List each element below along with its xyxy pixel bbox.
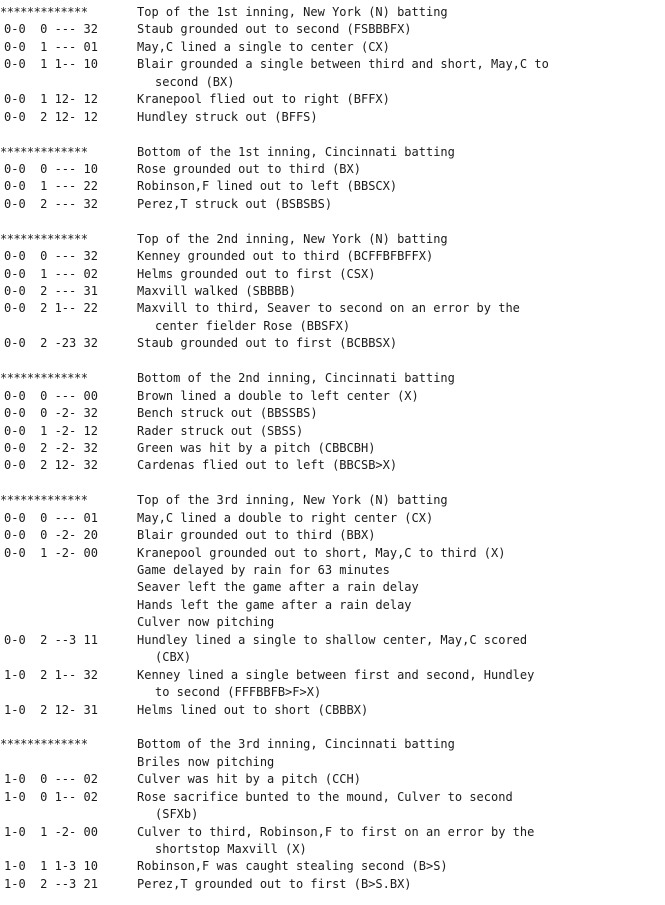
play-description: Helms lined out to short (CBBBX) [137, 702, 369, 717]
play-description: Staub grounded out to second (FSBBBFX) [137, 22, 412, 37]
play-line [0, 702, 665, 719]
game-state: 0-0 0 --- 10 [4, 161, 98, 176]
play-description: to second (FFFBBFB>F>X) [155, 685, 322, 700]
play-description: shortstop Maxvill (X) [155, 842, 307, 856]
play-description: Hands left the game after a rain delay [137, 597, 412, 612]
play-description: Hundley struck out (BFFS) [137, 109, 318, 124]
play-description: Culver now pitching [137, 615, 275, 630]
play-line [0, 300, 665, 317]
play-line [0, 457, 665, 474]
play-description: Maxvill to third, Seaver to second on an error by the [137, 301, 520, 316]
play-description: Green was hit by a pitch (CBBCBH) [137, 440, 376, 455]
play-description: Helms grounded out to first (CSX) [137, 266, 376, 281]
inning-spacer [0, 719, 665, 736]
play-continuation-line [0, 841, 665, 858]
play-description: Rader struck out (SBSS) [137, 423, 304, 438]
game-state: 0-0 2 --- 32 [4, 196, 98, 211]
play-description: Blair grounded out to third (BBX) [137, 528, 376, 543]
inning-header [0, 492, 665, 509]
inning-header [0, 736, 665, 753]
inning-header-text: Bottom of the 3rd inning, Cincinnati batting [137, 737, 455, 752]
play-description: Perez,T grounded out to first (B>S.BX) [137, 876, 412, 891]
inning-spacer [0, 213, 665, 230]
play-description: Hundley lined a single to shallow center, May,C scored [137, 632, 528, 647]
play-description: second (BX) [155, 74, 235, 89]
game-state: 1-0 2 --3 21 [4, 876, 98, 891]
play-description: Blair grounded a single between third and short, May,C to [137, 57, 549, 72]
game-state: 0-0 0 --- 32 [4, 249, 98, 264]
game-state: 1-0 1 1-3 10 [4, 859, 98, 874]
play-line [0, 527, 665, 544]
play-description: Brown lined a double to left center (X) [137, 388, 419, 403]
play-line [0, 21, 665, 38]
play-description: Game delayed by rain for 63 minutes [137, 563, 390, 577]
play-line [0, 248, 665, 265]
play-line [0, 440, 665, 457]
game-state: 1-0 1 -2- 00 [4, 824, 98, 839]
game-state: 0-0 2 1-- 22 [4, 301, 98, 316]
play-line [0, 789, 665, 806]
play-description: Bench struck out (BBSSBS) [137, 406, 318, 421]
play-continuation-line [0, 684, 665, 701]
play-line [0, 824, 665, 841]
play-line [0, 858, 665, 875]
play-description: Kenney grounded out to third (BCFFBFBFFX) [137, 249, 434, 264]
play-description: Kranepool grounded out to short, May,C to third (X) [137, 545, 506, 560]
play-description: center fielder Rose (BBSFX) [155, 318, 351, 333]
game-state: 0-0 2 12- 32 [4, 458, 98, 473]
game-state: 0-0 0 -2- 32 [4, 406, 98, 421]
play-continuation-line [0, 806, 665, 823]
play-description: Kenney lined a single between first and second, Hundley [137, 667, 535, 682]
play-line [0, 178, 665, 195]
inning-header-stars: ************* [0, 371, 88, 386]
play-continuation-line [0, 649, 665, 666]
game-state: 0-0 1 -2- 12 [4, 423, 98, 438]
game-state: 1-0 0 --- 02 [4, 772, 98, 787]
game-state: 0-0 0 --- 32 [4, 22, 98, 37]
inning-spacer [0, 126, 665, 143]
play-line [0, 876, 665, 893]
game-state: 0-0 1 1-- 10 [4, 57, 98, 72]
inning-header-text: Top of the 1st inning, New York (N) batting [137, 5, 448, 19]
play-description: Culver was hit by a pitch (CCH) [137, 772, 361, 787]
inning-header [0, 144, 665, 161]
play-line [0, 579, 665, 596]
inning-header [0, 370, 665, 387]
inning-header-text: Top of the 3rd inning, New York (N) batting [137, 493, 448, 508]
play-description: Perez,T struck out (BSBSBS) [137, 196, 333, 211]
inning-header-stars: ************* [0, 737, 88, 752]
play-line [0, 754, 665, 771]
play-line [0, 562, 665, 579]
play-description: Rose sacrifice bunted to the mound, Culver to second [137, 789, 513, 804]
play-description: Robinson,F was caught stealing second (B>S) [137, 859, 448, 874]
game-state: 0-0 0 --- 00 [4, 388, 98, 403]
play-line [0, 597, 665, 614]
play-line [0, 510, 665, 527]
play-line [0, 266, 665, 283]
inning-spacer [0, 475, 665, 492]
inning-spacer [0, 353, 665, 370]
inning-header-text: Bottom of the 2nd inning, Cincinnati batting [137, 371, 455, 386]
play-description: Cardenas flied out to left (BBCSB>X) [137, 458, 398, 473]
play-description: (CBX) [155, 650, 192, 665]
inning-header-stars: ************* [0, 231, 88, 246]
inning-header-text: Bottom of the 1st inning, Cincinnati batting [137, 144, 455, 159]
play-description: Kranepool flied out to right (BFFX) [137, 92, 390, 107]
game-state: 1-0 2 1-- 32 [4, 667, 98, 682]
play-line [0, 667, 665, 684]
game-state: 0-0 0 --- 01 [4, 510, 98, 525]
play-line [0, 632, 665, 649]
game-state: 0-0 1 --- 01 [4, 39, 98, 54]
play-description: Maxvill walked (SBBBB) [137, 284, 296, 298]
play-description: Culver to third, Robinson,F to first on an error by the [137, 824, 535, 839]
play-description: (SFXb) [155, 807, 199, 822]
game-state: 0-0 2 12- 12 [4, 109, 98, 124]
game-state: 1-0 0 1-- 02 [4, 789, 98, 804]
play-line [0, 388, 665, 405]
game-state: 0-0 1 12- 12 [4, 92, 98, 107]
inning-header-stars: ************* [0, 5, 88, 19]
game-state: 0-0 1 --- 02 [4, 266, 98, 281]
game-state: 0-0 2 -23 32 [4, 336, 98, 351]
play-description: Rose grounded out to third (BX) [137, 161, 361, 176]
play-continuation-line [0, 318, 665, 335]
game-state: 1-0 2 12- 31 [4, 702, 98, 717]
inning-header-stars: ************* [0, 144, 88, 159]
game-state: 0-0 1 -2- 00 [4, 545, 98, 560]
play-line [0, 771, 665, 788]
play-continuation-line [0, 74, 665, 91]
game-state: 0-0 2 --- 31 [4, 284, 98, 298]
play-line [0, 91, 665, 108]
play-line [0, 56, 665, 73]
play-line [0, 423, 665, 440]
play-line [0, 109, 665, 126]
inning-header-stars: ************* [0, 493, 88, 508]
game-state: 0-0 1 --- 22 [4, 179, 98, 194]
play-description: Robinson,F lined out to left (BBSCX) [137, 179, 398, 194]
inning-header-text: Top of the 2nd inning, New York (N) batting [137, 231, 448, 246]
play-line [0, 545, 665, 562]
game-state: 0-0 2 -2- 32 [4, 440, 98, 455]
play-line [0, 283, 665, 300]
play-line [0, 614, 665, 631]
game-state: 0-0 0 -2- 20 [4, 528, 98, 543]
game-state: 0-0 2 --3 11 [4, 632, 98, 647]
play-line [0, 161, 665, 178]
play-line [0, 39, 665, 56]
play-line [0, 405, 665, 422]
play-line [0, 335, 665, 352]
inning-header [0, 4, 665, 21]
play-description: Seaver left the game after a rain delay [137, 580, 419, 595]
play-description: Staub grounded out to first (BCBBSX) [137, 336, 398, 351]
inning-header [0, 231, 665, 248]
play-description: May,C lined a double to right center (CX) [137, 510, 434, 525]
play-description: Briles now pitching [137, 754, 275, 769]
play-description: May,C lined a single to center (CX) [137, 39, 390, 54]
play-line [0, 196, 665, 213]
